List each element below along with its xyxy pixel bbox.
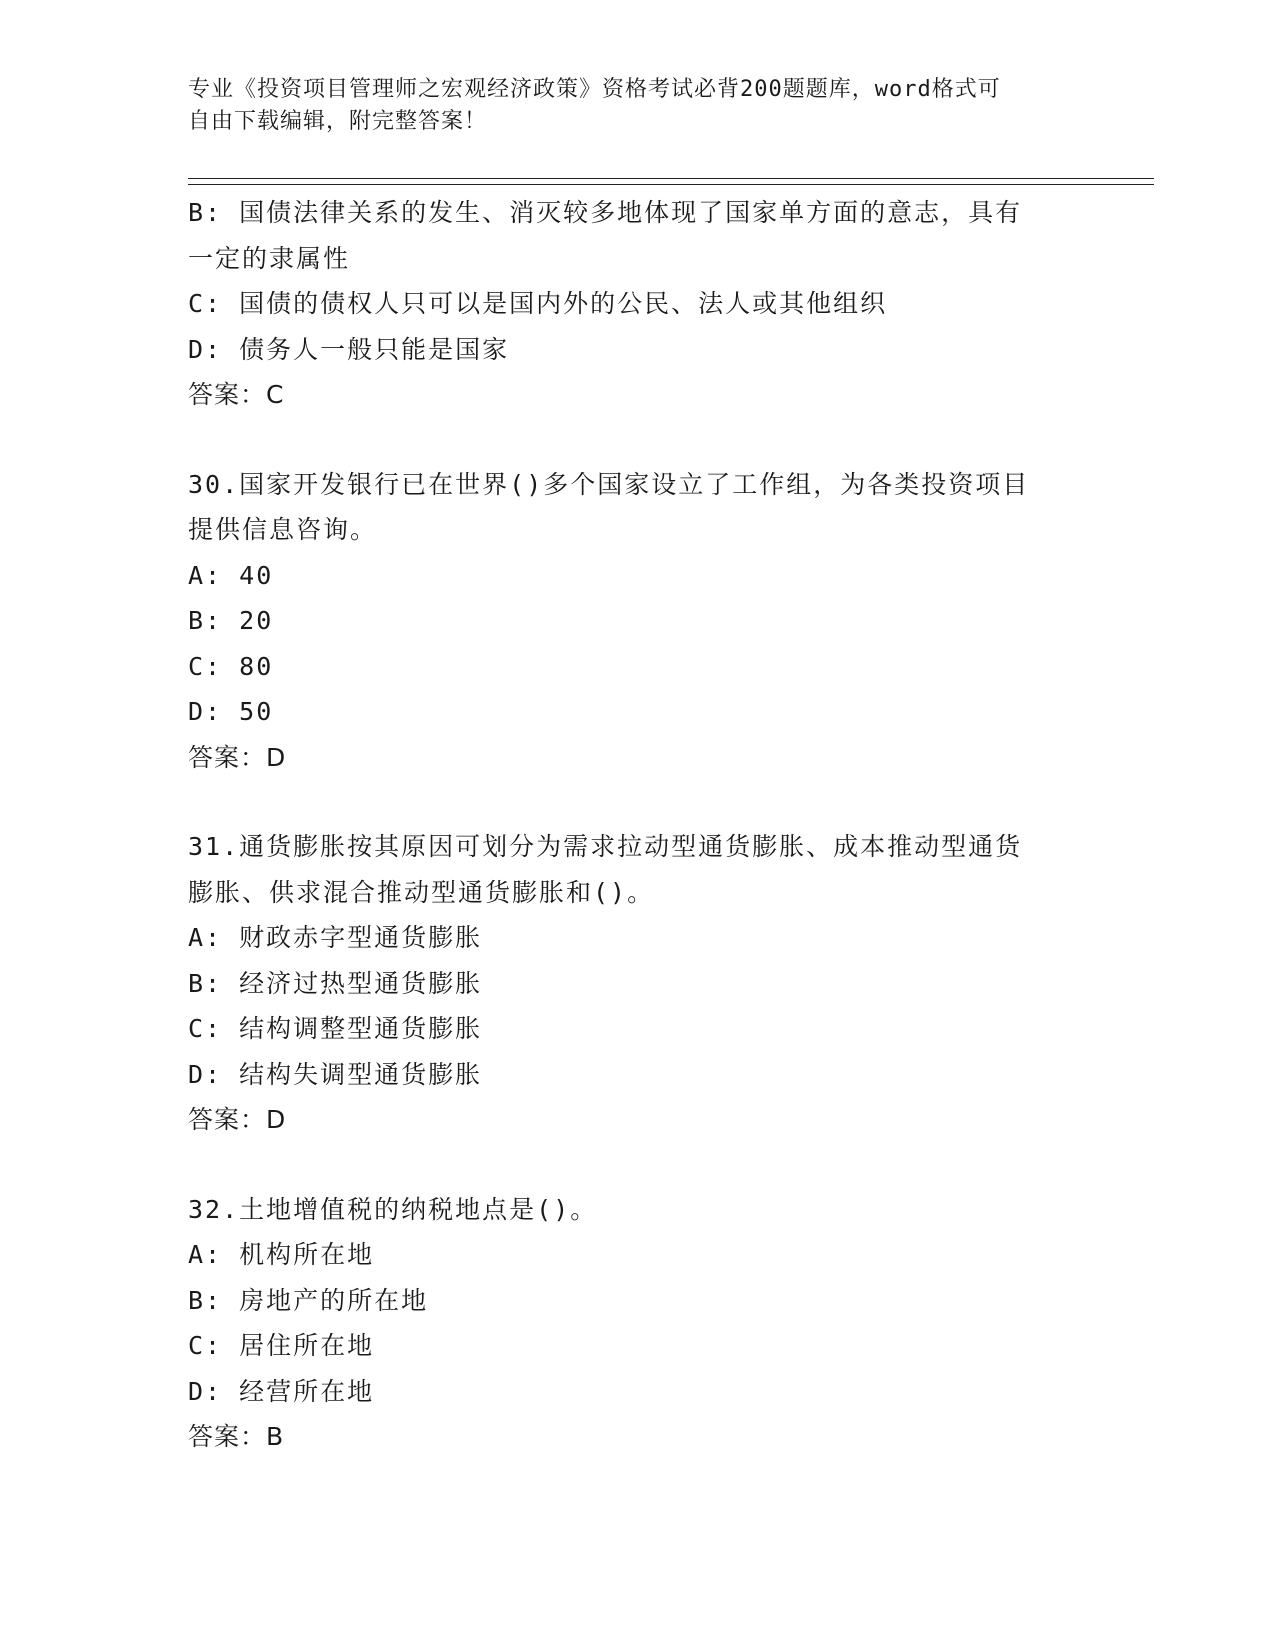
question-31 — [188, 824, 1078, 1143]
spacer — [188, 1143, 1078, 1187]
question-30 — [188, 462, 1078, 781]
header-line-1: 专业《投资项目管理师之宏观经济政策》资格考试必背200题题库，word格式可 — [188, 77, 1001, 102]
document-header — [188, 74, 1068, 138]
question-32 — [188, 1187, 1078, 1460]
option-b: B: 20 — [188, 606, 274, 635]
answer: 答案：C — [188, 380, 285, 409]
document-body — [188, 190, 1078, 1460]
option-c: C: 80 — [188, 651, 274, 681]
header-divider-bottom — [188, 184, 1154, 185]
option-b-continued: 一定的隶属性 — [188, 243, 351, 273]
option-d: D: 结构失调型通货膨胀 — [188, 1059, 483, 1089]
answer: 答案：D — [188, 1105, 287, 1134]
option-a: A: 财政赤字型通货膨胀 — [188, 923, 483, 952]
question-stem-continued: 提供信息咨询。 — [188, 515, 378, 544]
question-stem: 32.土地增值税的纳税地点是()。 — [188, 1194, 598, 1224]
question-stem: 30.国家开发银行已在世界()多个国家设立了工作组，为各类投资项目 — [188, 469, 1030, 499]
option-b: B: 国债法律关系的发生、消灭较多地体现了国家单方面的意志，具有 — [188, 198, 1023, 227]
option-a: A: 40 — [188, 560, 274, 590]
answer: 答案：D — [188, 742, 287, 772]
option-b: B: 房地产的所在地 — [188, 1285, 429, 1315]
answer: 答案：B — [188, 1422, 285, 1451]
option-d: D: 50 — [188, 697, 274, 726]
question-29-continued — [188, 190, 1078, 418]
spacer — [188, 780, 1078, 824]
question-stem-continued: 膨胀、供求混合推动型通货膨胀和()。 — [188, 877, 655, 907]
header-line-2: 自由下载编辑，附完整答案！ — [188, 109, 488, 134]
option-c: C: 国债的债权人只可以是国内外的公民、法人或其他组织 — [188, 289, 888, 318]
option-c: C: 居住所在地 — [188, 1331, 375, 1360]
option-b: B: 经济过热型通货膨胀 — [188, 968, 483, 998]
option-a: A: 机构所在地 — [188, 1240, 375, 1269]
header-divider-top — [188, 178, 1154, 179]
option-d: D: 债务人一般只能是国家 — [188, 334, 510, 364]
spacer — [188, 418, 1078, 462]
question-stem: 31.通货膨胀按其原因可划分为需求拉动型通货膨胀、成本推动型通货 — [188, 832, 1023, 861]
option-d: D: 经营所在地 — [188, 1376, 375, 1406]
option-c: C: 结构调整型通货膨胀 — [188, 1014, 483, 1043]
